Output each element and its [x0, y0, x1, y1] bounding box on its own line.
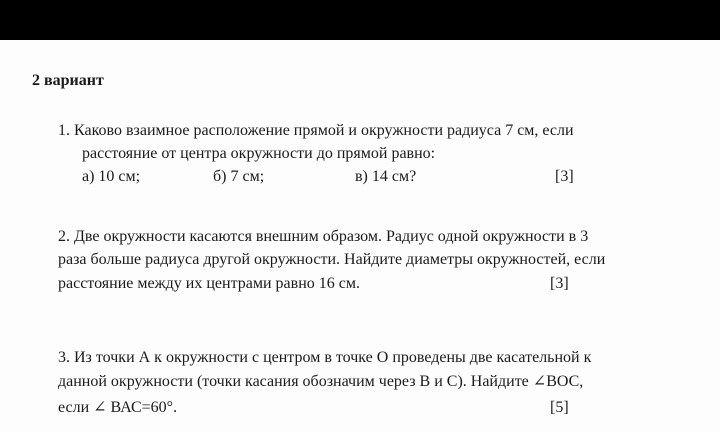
- variant-title: 2 вариант: [32, 72, 104, 89]
- q1-option-a: а) 10 см;: [82, 168, 141, 185]
- q1-option-b: б) 7 см;: [213, 168, 265, 185]
- top-dark-bar: [0, 0, 720, 40]
- worksheet-page: [0, 40, 720, 432]
- q1-line1: 1. Каково взаимное расположение прямой и окружности радиуса 7 см, если: [58, 122, 574, 139]
- q1-line2: расстояние от центра окружности до прямой равно:: [82, 145, 436, 162]
- q2-line1: 2. Две окружности касаются внешним образом. Радиус одной окружности в 3: [58, 228, 589, 245]
- q3-line1: 3. Из точки А к окружности с центром в точке О проведены две касательной к: [58, 349, 592, 366]
- q2-line2: раза больше радиуса другой окружности. Найдите диаметры окружностей, если: [58, 251, 606, 268]
- q1-points: [3]: [555, 168, 574, 185]
- q2-points: [3]: [550, 275, 569, 292]
- q3-points: [5]: [550, 399, 569, 416]
- q2-line3: расстояние между их центрами равно 16 см.: [58, 275, 360, 292]
- q1-option-c: в) 14 см?: [355, 168, 417, 185]
- q3-line2: данной окружности (точки касания обозначим через В и С). Найдите ∠ВОС,: [58, 373, 584, 390]
- q3-line3: если ∠ ВАС=60°.: [58, 399, 178, 416]
